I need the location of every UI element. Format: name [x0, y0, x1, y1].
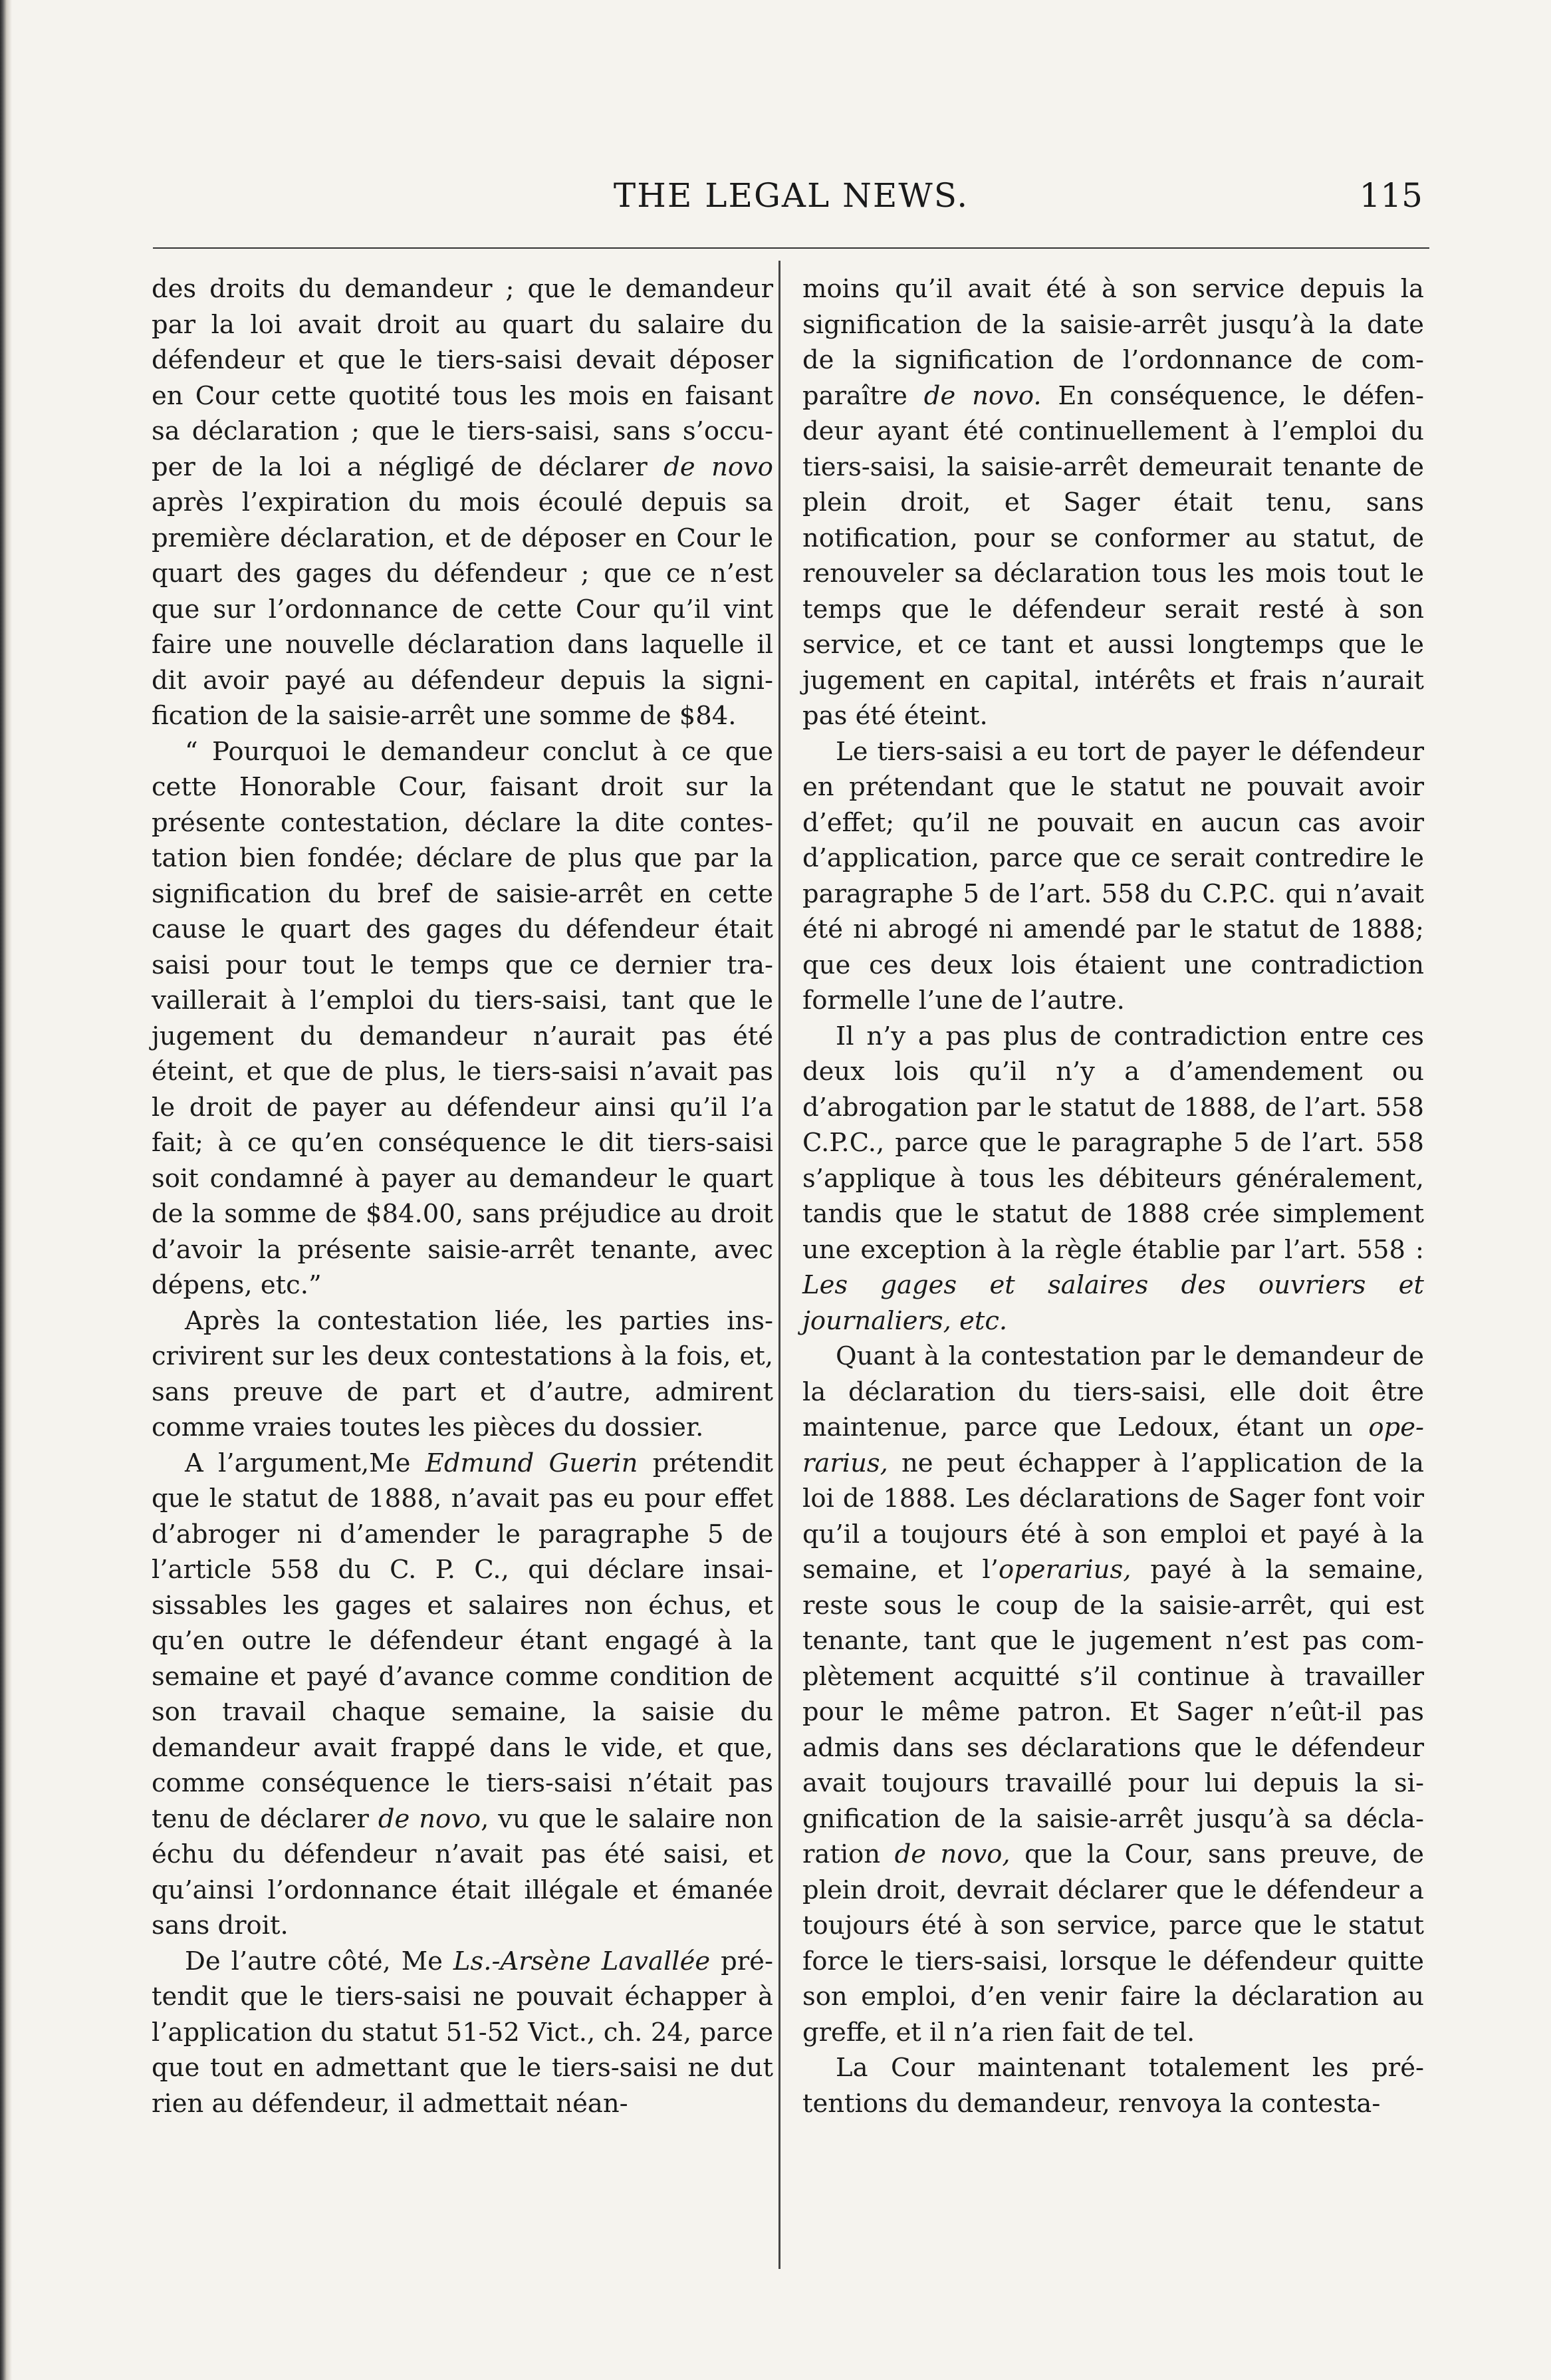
text-run: De l’autre côté, Me	[185, 1946, 453, 1976]
paragraph	[152, 1446, 773, 1944]
italic-text: de novo,	[894, 1839, 1011, 1869]
text-run: “ Pourquoi le demandeur conclut à ce que cette Honorable Cour, faisant droit sur la présente contestation, déclare la dite contestation bien fondée; déclare de plus que par la signification du bref de saisie-arrêt en cette cause le quart des gages du défendeur était saisi pour tout le temps que ce dernier travaillerait à l’emploi du tiers-saisi, tant que le jugement du demandeur n’aurait pas été éteint, et que de plus, le tiers-saisi n’avait pas le droit de payer au défendeur ainsi qu’il l’a fait; à ce qu’en conséquence le dit tiers-saisi soit condamné à payer au demandeur le quart de la somme de $84.00, sans préjudice au droit d’avoir la présente saisie-arrêt tenante, avec dépens, etc.”	[152, 736, 773, 1300]
text-run: prétendit que le statut de 1888, n’avait pas eu pour effet d’abroger ni d’amender le paragraphe 5 de l’article 558 du C. P. C., qui déclare insaisissables les gages et salaires non échus, et qu’en outre le défendeur étant engagé à la semaine et payé d’avance comme condition de son travail chaque semaine, la saisie du demandeur avait frappé dans le vide, et que, comme conséquence le tiers-saisi n’était pas tenu de déclarer	[152, 1448, 773, 1834]
text-run: , vu que le salaire non échu du défendeur n’avait pas été saisi, et qu’ainsi l’ordonnance était illégale et émanée sans droit.	[152, 1803, 774, 1940]
italic-text: Edmund Guerin	[425, 1448, 638, 1478]
text-run: payé à la semaine, reste sous le coup de la saisie-arrêt, qui est tenante, tant que le jugement n’est pas complètement acquitté s’il continue à travailler pour le même patron. Et Sager n’eût-il pas admis dans ses déclarations que le défendeur avait toujours travaillé pour lui depuis la signification de la saisie-arrêt jusqu’à sa déclaration	[802, 1555, 1424, 1869]
italic-text: operarius,	[802, 1412, 1424, 1478]
paragraph	[802, 734, 1424, 1019]
paragraph	[802, 271, 1424, 734]
page-title: THE LEGAL NEWS.	[613, 176, 969, 215]
paragraph	[152, 271, 773, 734]
italic-text: operarius,	[998, 1555, 1132, 1585]
paragraph	[802, 1019, 1424, 1339]
text-run: des droits du demandeur ; que le demandeur par la loi avait droit au quart du salaire du défendeur et que le tiers-saisi devait déposer en Cour cette quotité tous les mois en faisant sa déclaration ; que le tiers-saisi, sans s’occuper de la loi a négligé de déclarer	[152, 274, 773, 482]
paragraph	[152, 1303, 773, 1446]
running-header	[153, 176, 1429, 229]
italic-text: de novo.	[923, 380, 1042, 411]
paragraph	[152, 734, 773, 1303]
column-divider	[778, 261, 780, 2269]
text-run: En conséquence, le défendeur ayant été continuellement à l’emploi du tiers-saisi, la saisie-arrêt demeurait tenante de plein droit, et Sager était tenu, sans notification, pour se conformer au statut, de renouveler sa déclaration tous les mois tout le temps que le défendeur serait resté à son service, et ce tant et aussi longtemps que le jugement en capital, intérêts et frais n’aurait pas été éteint.	[802, 380, 1424, 731]
italic-text: de novo	[378, 1803, 481, 1834]
text-run: A l’argument,Me	[185, 1448, 425, 1478]
text-run: La Cour maintenant totalement les prétentions du demandeur, renvoya la contesta-	[802, 2053, 1424, 2119]
text-run: moins qu’il avait été à son service depuis la signification de la saisie-arrêt jusqu’à la date de la signification de l’ordonnance de comparaître	[802, 274, 1424, 411]
text-run: ne peut échapper à l’application de la loi de 1888. Les déclarations de Sager font voir qu’il a toujours été à son emploi et payé à la semaine, et l’	[802, 1448, 1424, 1585]
text-run: Quant à la contestation par le demandeur de la déclaration du tiers-saisi, elle doit être maintenue, parce que Ledoux, étant un	[802, 1341, 1424, 1442]
left-column	[152, 271, 773, 2121]
text-run: après l’expiration du mois écoulé depuis sa première déclaration, et de déposer en Cour le quart des gages du défendeur ; que ce n’est que sur l’ordonnance de cette Cour qu’il vint faire une nouvelle déclaration dans laquelle il dit avoir payé au défendeur depuis la signification de la saisie-arrêt une somme de $84.	[152, 487, 773, 731]
text-run: Le tiers-saisi a eu tort de payer le défendeur en prétendant que le statut ne pouvait avoir d’effet; qu’il ne pouvait en aucun cas avoir d’application, parce que ce serait contredire le paragraphe 5 de l’art. 558 du C.P.C. qui n’avait été ni abrogé ni amendé par le statut de 1888; que ces deux lois étaient une contradiction formelle l’une de l’autre.	[802, 736, 1424, 1015]
right-column	[802, 271, 1424, 2121]
scan-edge	[0, 0, 12, 2380]
italic-text: Ls.-Arsène Lavallée	[453, 1946, 711, 1976]
italic-text: Les gages et salaires des ouvriers et journaliers, etc.	[802, 1270, 1424, 1336]
paragraph	[802, 2050, 1424, 2121]
paragraph	[802, 1339, 1424, 2050]
text-run: prétendit que le tiers-saisi ne pouvait échapper à l’application du statut 51-52 Vict., ch. 24, parce que tout en admettant que le tiers-saisi ne dut rien au défendeur, il admettait néan-	[152, 1946, 773, 2119]
text-run: Après la contestation liée, les parties inscrivirent sur les deux contestations à la fois, et, sans preuve de part et d’autre, admirent comme vraies toutes les pièces du dossier.	[152, 1305, 773, 1442]
paragraph	[152, 1944, 773, 2122]
text-run: Il n’y a pas plus de contradiction entre ces deux lois qu’il n’y a d’amendement ou d’abrogation par le statut de 1888, de l’art. 558 C.P.C., parce que le paragraphe 5 de l’art. 558 s’applique à tous les débiteurs généralement, tandis que le statut de 1888 crée simplement une exception à la règle établie par l’art. 558 :	[802, 1021, 1424, 1265]
italic-text: de novo	[663, 452, 773, 482]
header-rule	[153, 247, 1429, 249]
page-number: 115	[1359, 176, 1423, 215]
text-run: que la Cour, sans preuve, de plein droit, devrait déclarer que le défendeur a toujours été à son service, parce que le statut force le tiers-saisi, lorsque le défendeur quitte son emploi, d’en venir faire la déclaration au greffe, et il n’a rien fait de tel.	[802, 1839, 1424, 2048]
